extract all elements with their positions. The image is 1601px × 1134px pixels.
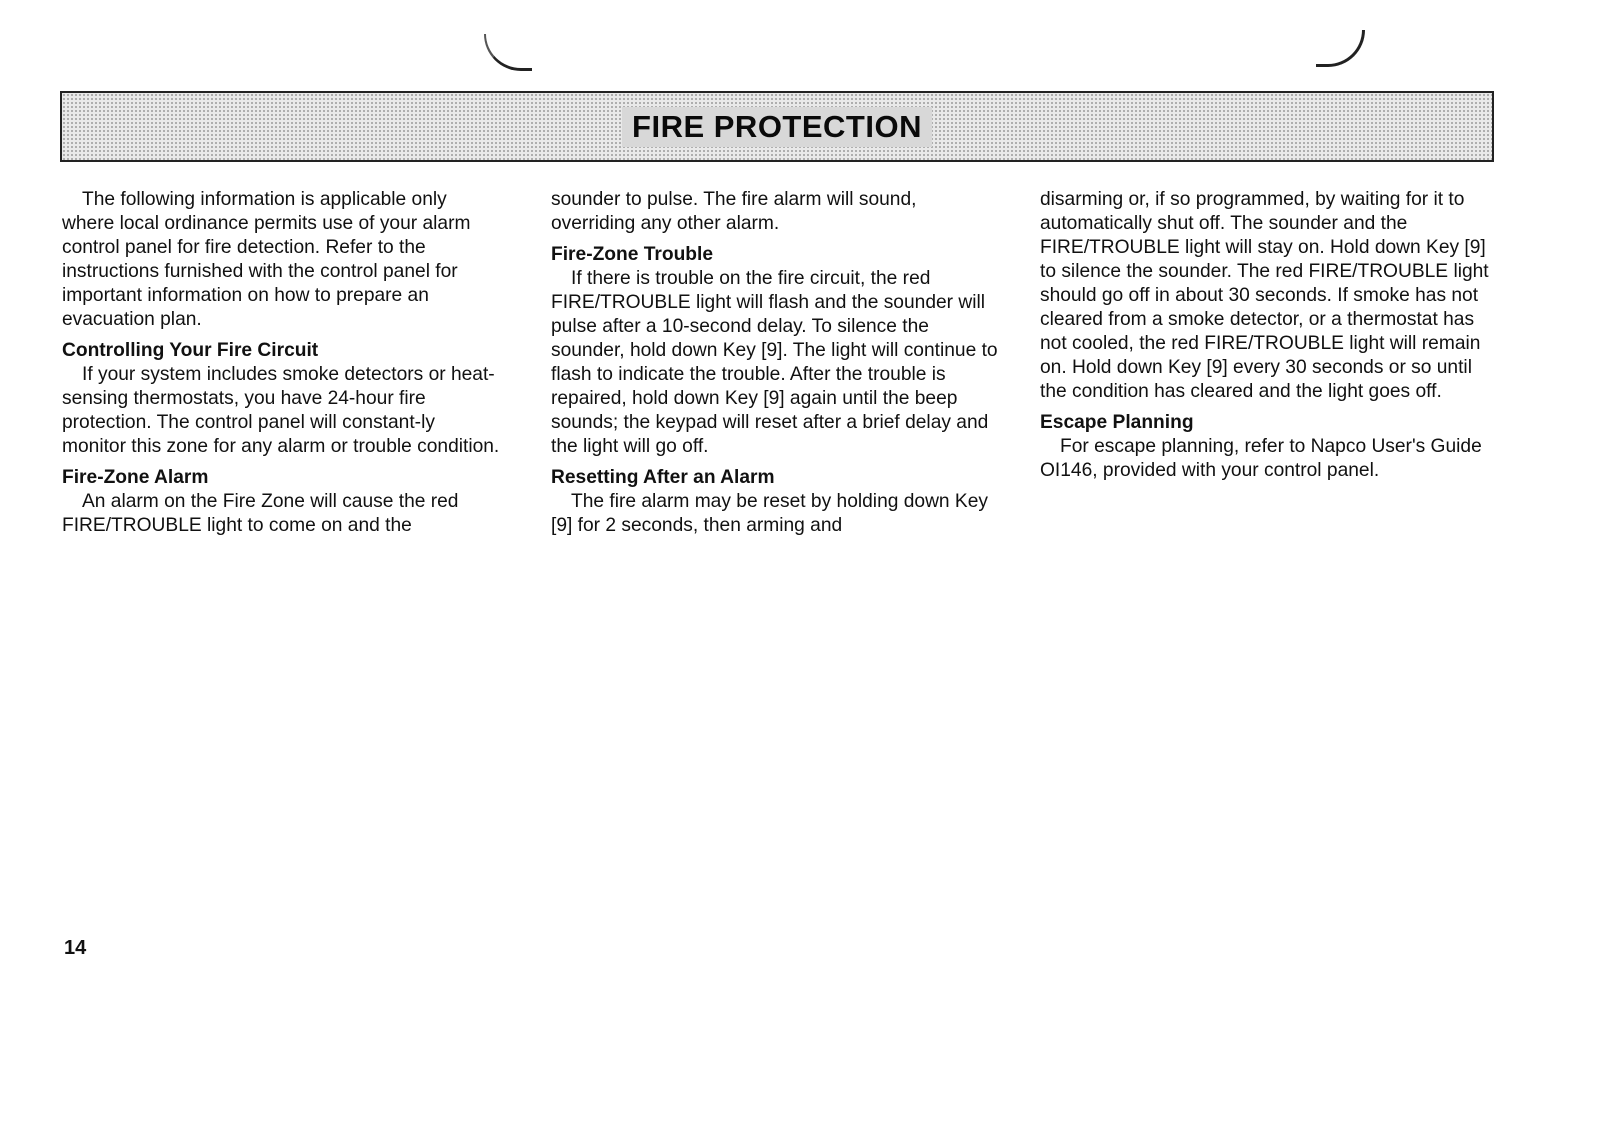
text-column-2 [551,188,1001,545]
title-banner [60,91,1494,162]
text-column-1 [62,188,502,545]
heading-controlling-fire-circuit: Controlling Your Fire Circuit [62,340,319,361]
resetting-paragraph-end: disarming or, if so programmed, by waiting for it to automatically shut off. The sounder and the FIRE/TROUBLE light will stay on. Hold down Key [9] to silence the sounder. The red FIRE/TROUBLE light should go off in about 30 seconds. If smoke has not cleared from a smoke detector, or a thermostat has not cooled, the red FIRE/TROUBLE light will remain on. Hold down Key [9] every 30 seconds or so until the condition has cleared and the light goes off. [1040,189,1489,402]
heading-fire-zone-alarm: Fire-Zone Alarm [62,467,209,488]
fire-zone-alarm-paragraph-end: sounder to pulse. The fire alarm will sound, overriding any other alarm. [551,189,917,234]
controlling-fire-circuit-paragraph: If your system includes smoke detectors or heat-sensing thermostats, you have 24-hour fire protection. The control panel will constant-ly monitor this zone for any alarm or trouble condition. [62,364,500,457]
escape-planning-paragraph: For escape planning, refer to Napco User's Guide OI146, provided with your control panel. [1040,436,1482,481]
resetting-paragraph-start: The fire alarm may be reset by holding down Key [9] for 2 seconds, then arming and [551,491,989,536]
page-number: 14 [64,937,87,959]
binding-mark-left [484,34,532,71]
text-column-3 [1040,188,1490,490]
binding-mark-right [1316,30,1365,67]
heading-resetting-after-alarm: Resetting After an Alarm [551,467,775,488]
page-title: FIRE PROTECTION [622,107,932,147]
fire-zone-trouble-paragraph: If there is trouble on the fire circuit, the red FIRE/TROUBLE light will flash and the sounder will pulse after a 10-second delay. To silence the sounder, hold down Key [9]. The light will continue to flash to indicate the trouble. After the trouble is repaired, hold down Key [9] again until the beep sounds; the keypad will reset after a brief delay and the light will go off. [551,268,998,457]
heading-fire-zone-trouble: Fire-Zone Trouble [551,244,714,265]
fire-zone-alarm-paragraph-start: An alarm on the Fire Zone will cause the red FIRE/TROUBLE light to come on and the [62,491,459,536]
intro-paragraph: The following information is applicable only where local ordinance permits use of your alarm control panel for fire detection. Refer to the instructions furnished with the control panel for important information on how to prepare an evacuation plan. [62,189,471,330]
heading-escape-planning: Escape Planning [1040,412,1194,433]
